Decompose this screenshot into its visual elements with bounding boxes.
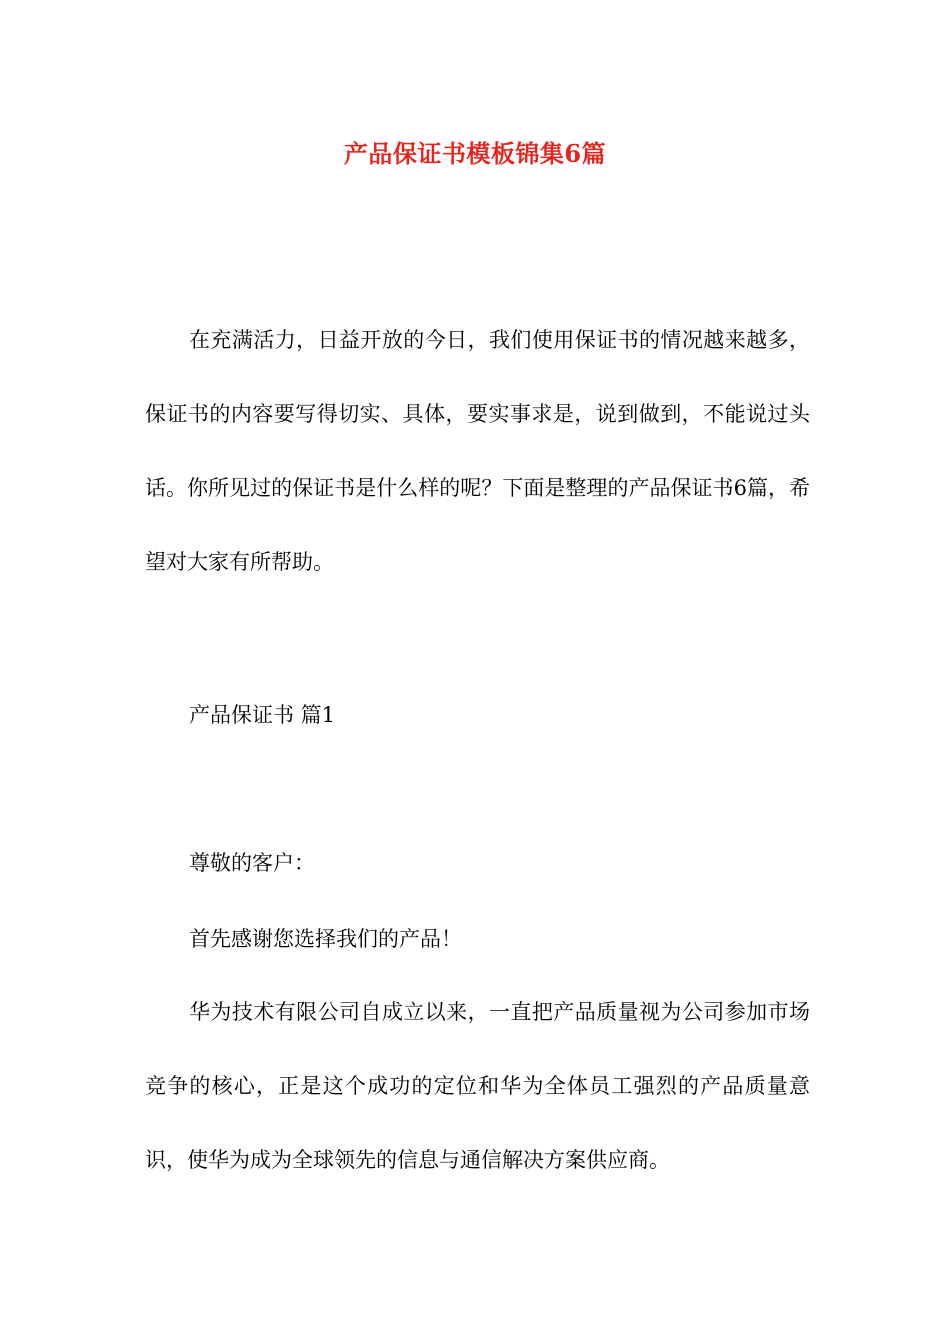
document-title: 产品保证书模板锦集6篇 [343,139,607,168]
body-paragraph: 华为技术有限公司自成立以来，一直把产品质量视为公司参加市场竞争的核心，正是这个成功的定位和华为全体员工强烈的产品质量意识，使华为成为全球领先的信息与通信解决方案供应商。 [145,1000,810,1172]
salutation: 尊敬的客户： [189,851,315,875]
thanks-line: 首先感谢您选择我们的产品！ [189,927,462,951]
intro-paragraph: 在充满活力，日益开放的今日，我们使用保证书的情况越来越多，保证书的内容要写得切实、具体，要实事求是，说到做到，不能说过头话。你所见过的保证书是什么样的呢？下面是整理的产品保证书6篇，希望对大家有所帮助。 [145,328,810,574]
section-heading: 产品保证书 篇1 [189,703,336,727]
